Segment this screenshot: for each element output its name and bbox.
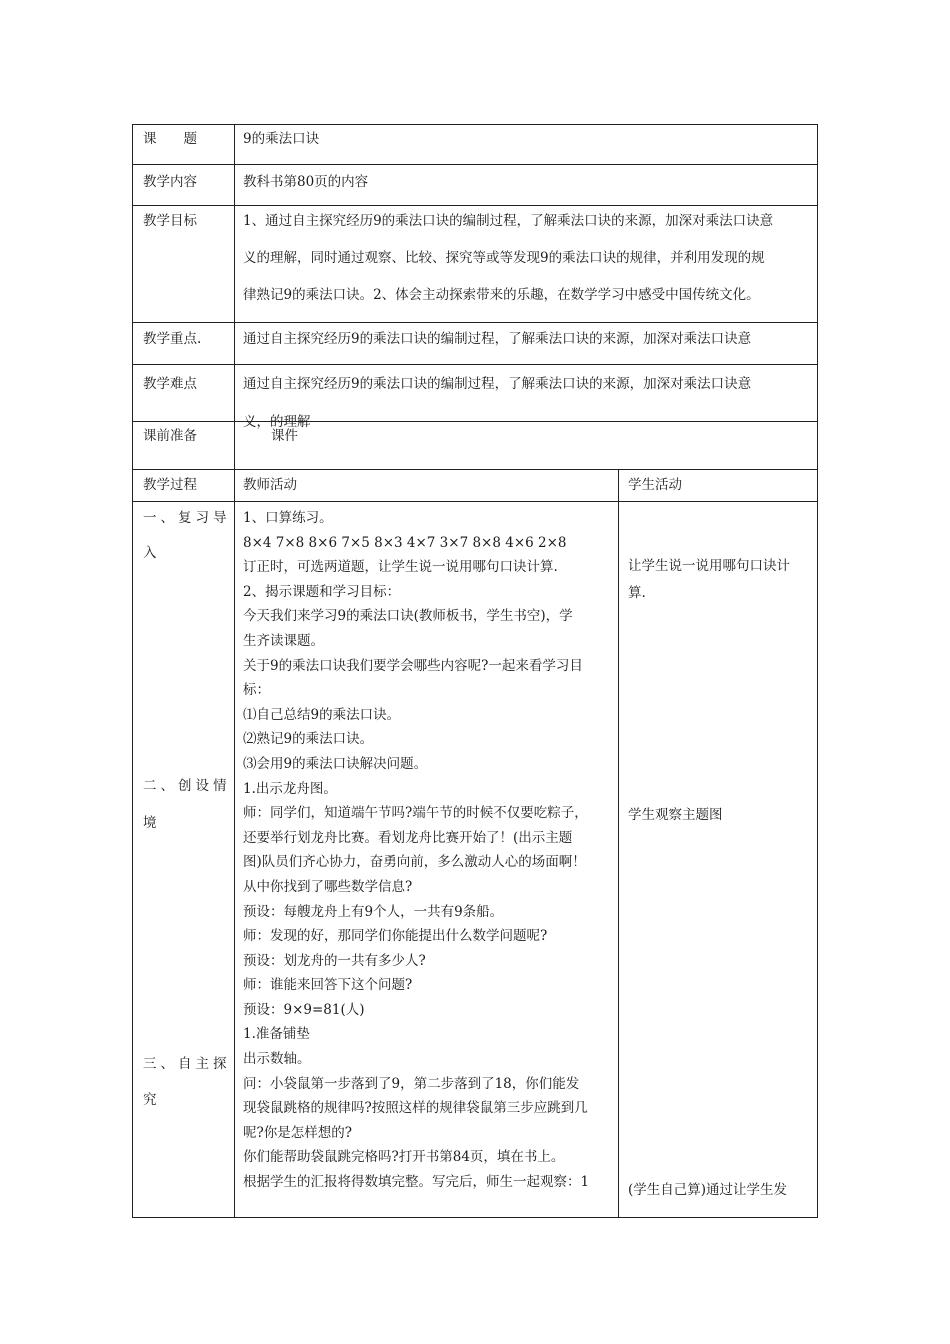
teacher-line: 生齐读课题。	[243, 632, 324, 649]
teacher-line: 1.出示龙舟图。	[243, 780, 337, 797]
topic-value: 9的乘法口诀	[243, 131, 320, 147]
teacher-line: 出示数轴。	[243, 1051, 311, 1068]
teacher-line: 今天我们来学习9的乘法口诀(教师板书，学生书空)，学	[243, 608, 573, 625]
stage-label: 入	[143, 545, 157, 561]
teacher-line: 还要举行划龙舟比赛。看划龙舟比赛开始了！(出示主题	[243, 829, 573, 846]
teacher-line: ⑶会用9的乘法口诀解决问题。	[243, 755, 428, 772]
goals-line: 律熟记9的乘法口诀。2、体会主动探索带来的乐趣，在数学学习中感受中国传统文化。	[243, 287, 760, 303]
key-label: 教学重点.	[143, 331, 202, 347]
teacher-line: 标：	[243, 682, 270, 699]
teacher-line: 师：发现的好，那同学们你能提出什么数学问题呢?	[243, 928, 548, 945]
teacher-line: 师：同学们，知道端午节吗?端午节的时候不仅要吃粽子，	[243, 805, 588, 822]
process-label: 教学过程	[143, 477, 197, 493]
prep-value: 课件	[271, 428, 298, 444]
teacher-line: 2、揭示课题和学习目标：	[243, 583, 401, 600]
teacher-line: 从中你找到了哪些数学信息?	[243, 878, 413, 895]
teacher-line: 预设：划龙舟的一共有多少人?	[243, 952, 426, 969]
teacher-line: 订正时，可选两道题，让学生说一说用哪句口诀计算.	[243, 559, 558, 576]
table-border-left	[132, 124, 133, 1218]
teacher-line: 预设：每艘龙舟上有9个人，一共有9条船。	[243, 903, 504, 920]
student-note: (学生自己算)通过让学生发	[628, 1182, 788, 1198]
teacher-line: ⑴自己总结9的乘法口诀。	[243, 706, 401, 723]
student-note: 让学生说一说用哪句口诀计	[628, 558, 790, 574]
teacher-line: ⑵熟记9的乘法口诀。	[243, 731, 374, 748]
topic-label: 课 题	[143, 131, 197, 147]
difficulty-value: 通过自主探究经历9的乘法口诀的编制过程，了解乘法口诀的来源，加深对乘法口诀意	[243, 376, 752, 392]
stage-label: 三、自主探	[143, 1056, 231, 1072]
teacher-line: 1、口算练习。	[243, 510, 333, 526]
teacher-line: 问：小袋鼠第一步落到了9，第二步落到了18，你们能发	[243, 1075, 580, 1092]
stage-label: 究	[143, 1092, 157, 1108]
table-border-right	[817, 124, 818, 1218]
goals-line: 1、通过自主探究经历9的乘法口诀的编制过程，了解乘法口诀的来源，加深对乘法口诀意	[243, 213, 774, 229]
teacher-activity-text	[243, 506, 615, 1195]
key-value: 通过自主探究经历9的乘法口诀的编制过程，了解乘法口诀的来源，加深对乘法口诀意	[243, 331, 752, 347]
prep-label: 课前准备	[143, 428, 197, 444]
content-value: 教科书第80页的内容	[243, 174, 369, 190]
stage-label: 一、复习导	[143, 510, 231, 526]
teacher-line: 师：谁能来回答下这个问题?	[243, 977, 413, 994]
student-note: 算.	[628, 585, 646, 601]
teacher-line: 呢?你是怎样想的?	[243, 1124, 352, 1141]
stage-label: 境	[143, 815, 157, 831]
difficulty-overflow: 义，的理解	[243, 414, 311, 430]
teacher-line: 预设：9×9=81(人)	[243, 1001, 365, 1018]
goals-label: 教学目标	[143, 213, 197, 229]
teacher-activity-header: 教师活动	[243, 477, 297, 493]
teacher-line: 根据学生的汇报将得数填完整。写完后，师生一起观察：1	[243, 1174, 590, 1191]
stage-label: 二、创设情	[143, 778, 231, 794]
teacher-line: 你们能帮助袋鼠跳完格吗?打开书第84页，填在书上。	[243, 1149, 565, 1166]
content-label: 教学内容	[143, 174, 197, 190]
teacher-line: 关于9的乘法口诀我们要学会哪些内容呢?一起来看学习目	[243, 657, 583, 674]
difficulty-label: 教学难点	[143, 376, 197, 392]
student-note: 学生观察主题图	[628, 807, 723, 823]
teacher-line: 现袋鼠跳格的规律吗?按照这样的规律袋鼠第三步应跳到几	[243, 1100, 588, 1117]
goals-line: 义的理解，同时通过观察、比较、探究等或等发现9的乘法口诀的规律，并利用发现的规	[243, 250, 765, 266]
difficulty-overflow-clip	[236, 402, 816, 430]
column-divider	[618, 469, 619, 1218]
column-divider	[234, 124, 235, 1218]
teacher-line: 1.准备铺垫	[243, 1026, 310, 1043]
teacher-line: 图)队员们齐心协力，奋勇向前，多么激动人心的场面啊！	[243, 854, 586, 871]
teacher-line: 8×4 7×8 8×6 7×5 8×3 4×7 3×7 8×8 4×6 2×8	[243, 534, 567, 551]
student-activity-header: 学生活动	[628, 477, 682, 493]
